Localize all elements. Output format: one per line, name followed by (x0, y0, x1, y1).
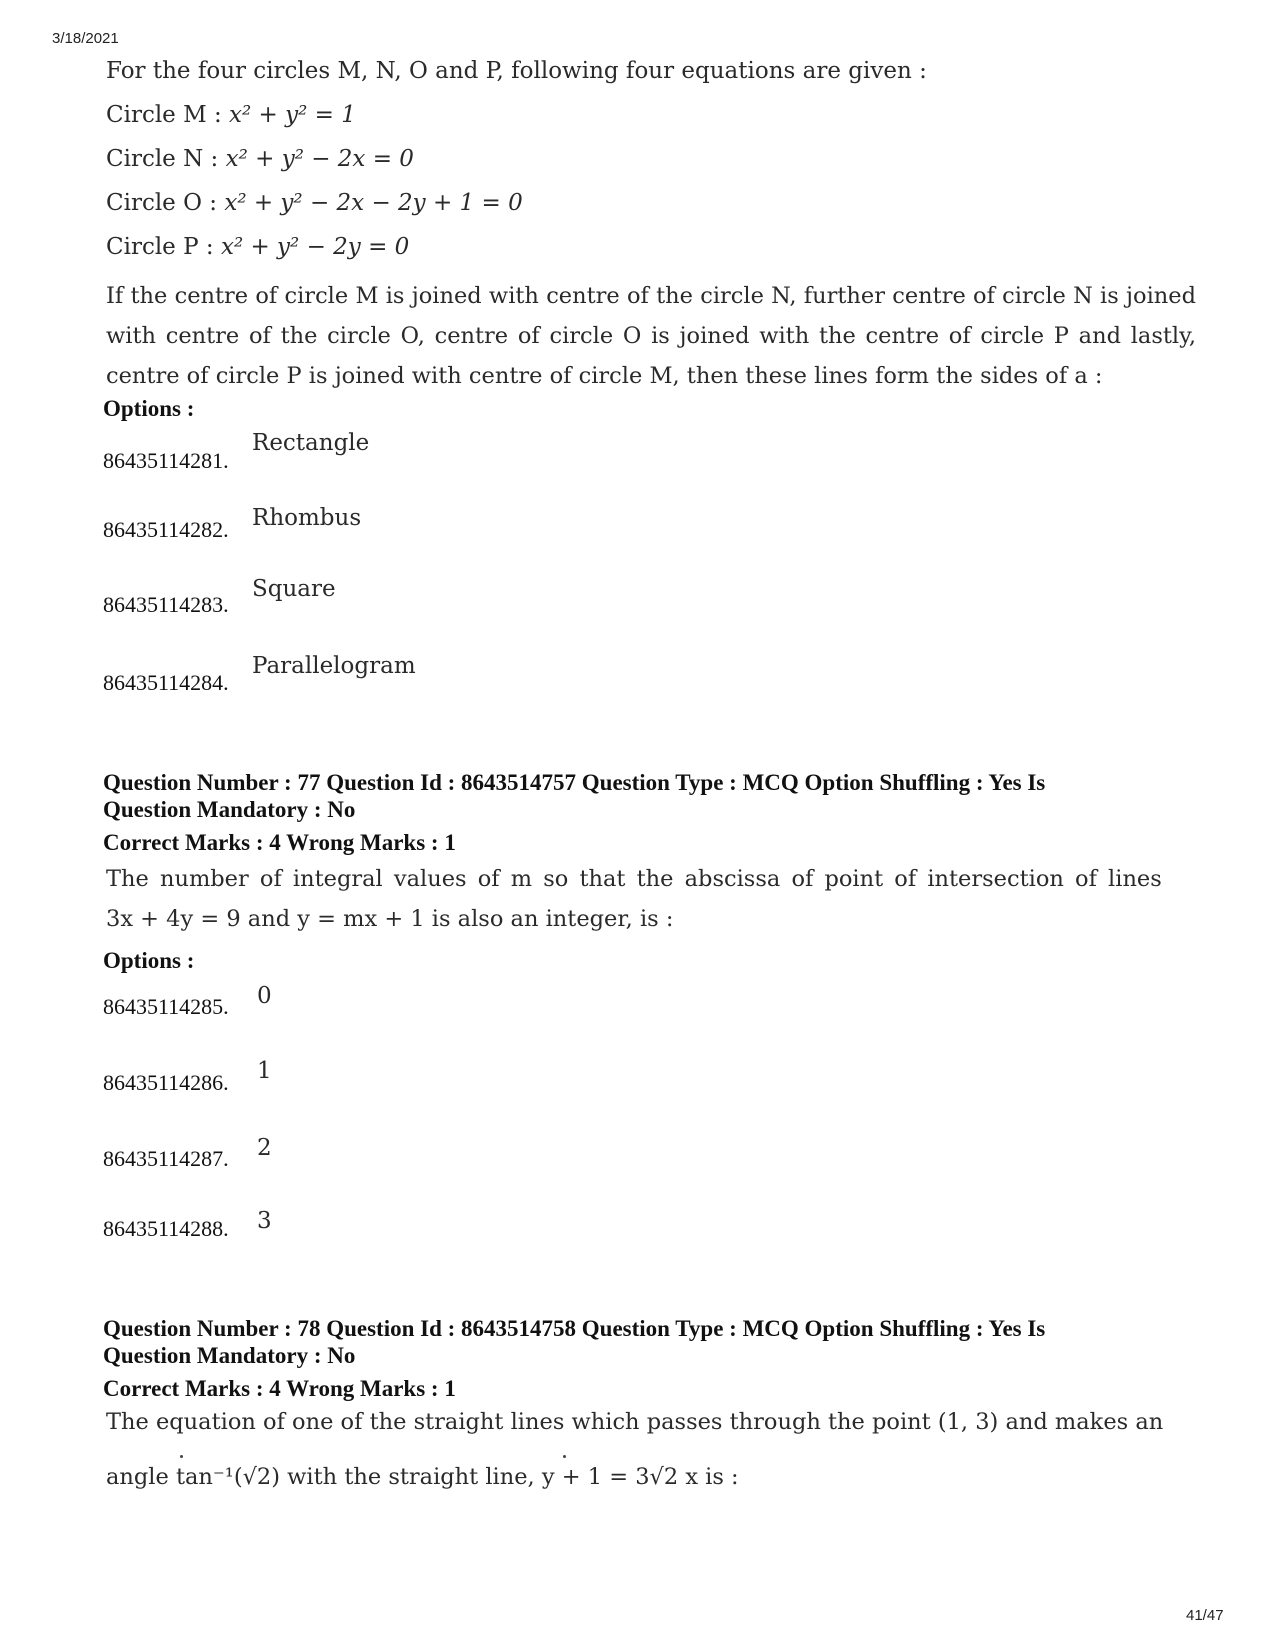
q76-equation-m (106, 102, 356, 128)
option-text[interactable]: Square (252, 576, 336, 602)
q76-equation-o (106, 190, 523, 216)
option-text[interactable]: 2 (257, 1135, 272, 1161)
q77-question-line2: 3x + 4y = 9 and y = mx + 1 is also an integer, is : (106, 906, 674, 932)
option-id: 86435114282. (103, 517, 229, 542)
equation-expression: x² + y² − 2x = 0 (225, 146, 414, 172)
equation-label: Circle M : (106, 102, 230, 128)
q77-header-line1: Question Number : 77 Question Id : 8643514757 Question Type : MCQ Option Shuffling : Yes Is (103, 770, 1046, 795)
option-id: 86435114281. (103, 448, 229, 473)
option-id: 86435114283. (103, 592, 229, 617)
q78-marks: Correct Marks : 4 Wrong Marks : 1 (103, 1376, 456, 1401)
equation-label: Circle P : (106, 234, 221, 260)
stray-dot (563, 1455, 566, 1458)
option-id: 86435114287. (103, 1146, 229, 1171)
q76-equation-p (106, 234, 409, 260)
option-text[interactable]: Rhombus (252, 505, 362, 531)
option-text[interactable]: Rectangle (252, 430, 370, 456)
q77-marks: Correct Marks : 4 Wrong Marks : 1 (103, 830, 456, 855)
q77-question-line1: The number of integral values of m so that the abscissa of point of intersection of lines (106, 866, 1162, 892)
q76-options-label: Options : (103, 396, 195, 421)
q77-options-label: Options : (103, 948, 195, 973)
option-text[interactable]: 3 (257, 1208, 272, 1234)
stray-dot (180, 1455, 183, 1458)
option-id: 86435114286. (103, 1070, 229, 1095)
option-text[interactable]: Parallelogram (252, 653, 416, 679)
q78-header-line1: Question Number : 78 Question Id : 8643514758 Question Type : MCQ Option Shuffling : Yes Is (103, 1316, 1046, 1341)
page-number: 41/47 (1186, 1607, 1224, 1624)
q77-header-line2: Question Mandatory : No (103, 797, 356, 822)
option-id: 86435114284. (103, 670, 229, 695)
option-text[interactable]: 1 (257, 1058, 272, 1084)
option-text[interactable]: 0 (257, 983, 272, 1009)
option-id: 86435114288. (103, 1216, 229, 1241)
equation-expression: x² + y² − 2x − 2y + 1 = 0 (224, 190, 523, 216)
option-id: 86435114285. (103, 994, 229, 1019)
equation-label: Circle N : (106, 146, 226, 172)
equation-expression: x² + y² = 1 (229, 102, 356, 128)
print-date: 3/18/2021 (52, 30, 119, 47)
equation-label: Circle O : (106, 190, 225, 216)
q78-header-line2: Question Mandatory : No (103, 1343, 356, 1368)
q78-question-line1: The equation of one of the straight lines which passes through the point (1, 3) and makes an (106, 1409, 1164, 1435)
q76-equation-n (106, 146, 414, 172)
equation-expression: x² + y² − 2y = 0 (220, 234, 410, 260)
q78-question-line2: angle tan⁻¹(√2) with the straight line, y + 1 = 3√2 x is : (106, 1464, 739, 1490)
q76-question-paragraph: If the centre of circle M is joined with centre of the circle N, further centre of circle N is joined with centre of the circle O, centre of circle O is joined with the centre of circle P and lastly, centre of circle P is joined with centre of circle M, then these lines form the sides of a : (106, 283, 1196, 389)
q76-intro: For the four circles M, N, O and P, following four equations are given : (106, 58, 927, 84)
